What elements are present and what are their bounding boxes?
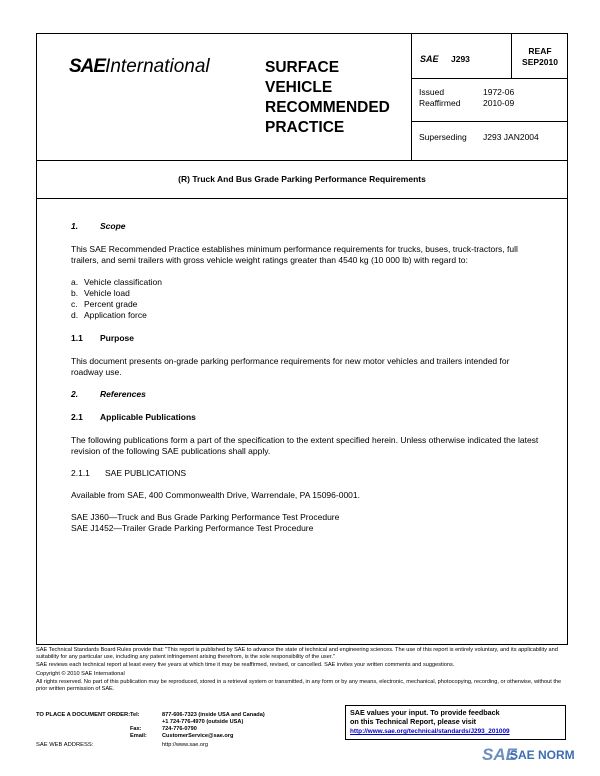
- reference-item: SAE J1452—Trailer Grade Parking Performance Test Procedure: [71, 523, 314, 533]
- divider: [511, 34, 512, 78]
- scope-list: [71, 277, 541, 321]
- email-value[interactable]: CustomerService@sae.org: [162, 733, 234, 739]
- section-heading: [71, 412, 541, 423]
- fax-value: 724-776-0790: [162, 726, 197, 732]
- divider: [411, 34, 412, 160]
- divider: [411, 121, 567, 122]
- section-title: References: [100, 389, 146, 399]
- logo-sae: SAE: [69, 56, 106, 77]
- section-heading: [71, 333, 541, 344]
- list-text: Application force: [84, 310, 147, 320]
- document-header: [37, 34, 567, 161]
- paragraph: This document presents on-grade parking performance requirements for new motor vehicles and trailers intended for roadway use.: [71, 356, 510, 377]
- document-type: [265, 58, 413, 138]
- section-title: Purpose: [100, 333, 135, 343]
- reaffirmed-label: Reaffirmed: [419, 98, 461, 108]
- status-line: REAF: [528, 46, 552, 56]
- feedback-text: on this Technical Report, please visit: [350, 717, 477, 726]
- document-body: [71, 221, 541, 534]
- doc-type-line: SURFACE: [265, 59, 340, 76]
- reaffirmed-value: 2010-09: [483, 98, 515, 108]
- stamp-sae: SAE: [482, 745, 517, 764]
- issued-row: [419, 87, 514, 98]
- paragraph: This SAE Recommended Practice establishes minimum performance requirements for trucks, buses, truck-tractors, full trailers, and semi trailers with gross vehicle weight ratings greater than 4540 kg (10 000 lb) with regard to:: [71, 244, 518, 265]
- superseding-value: J293 JAN2004: [483, 132, 539, 142]
- section-number: 2.1.1: [71, 468, 90, 478]
- sae-international-logo: [69, 56, 210, 78]
- list-item: [71, 299, 541, 310]
- divider: [37, 198, 567, 199]
- web-address-link[interactable]: http://www.sae.org: [162, 742, 209, 748]
- mini-sae-logo: SAE: [420, 54, 439, 64]
- document-frame: [36, 33, 568, 645]
- section-number: 1.1: [71, 333, 83, 343]
- list-text: Percent grade: [84, 299, 138, 309]
- contact-row: [130, 733, 265, 740]
- stamp-norm: SAE NORM: [510, 748, 575, 762]
- divider: [411, 78, 567, 79]
- list-letter: d.: [71, 310, 79, 320]
- tel-value: +1 724-776-4970 (outside USA): [162, 719, 244, 725]
- section-number: 2.: [71, 389, 79, 399]
- paragraph: The following publications form a part of the specification to the extent specified herein. Unless otherwise indicated the latest revision of the following SAE publications shall apply.: [71, 435, 539, 456]
- section-title: Scope: [100, 221, 126, 231]
- email-label: Email:: [130, 733, 147, 739]
- status-badge: [513, 46, 567, 68]
- list-item: [71, 277, 541, 288]
- list-letter: a.: [71, 277, 79, 287]
- feedback-box: [345, 705, 566, 740]
- list-letter: c.: [71, 299, 78, 309]
- section-number: 1.: [71, 221, 79, 231]
- sae-norm-stamp: [482, 745, 598, 773]
- subsection-heading: [71, 468, 541, 479]
- contact-row: [130, 719, 265, 726]
- order-label: TO PLACE A DOCUMENT ORDER:: [36, 712, 131, 718]
- tel-value: 877-606-7323 (inside USA and Canada): [162, 712, 265, 718]
- list-item: [71, 310, 541, 321]
- superseding-row: [419, 132, 539, 143]
- issued-label: Issued: [419, 87, 445, 97]
- contact-row: [130, 726, 265, 733]
- section-heading: [71, 389, 541, 400]
- list-text: Vehicle load: [84, 288, 130, 298]
- paragraph: Available from SAE, 400 Commonwealth Drive, Warrendale, PA 15096-0001.: [71, 490, 360, 500]
- reference-item: SAE J360—Truck and Bus Grade Parking Performance Test Procedure: [71, 512, 340, 522]
- list-letter: b.: [71, 288, 79, 298]
- list-text: Vehicle classification: [84, 277, 162, 287]
- fax-label: Fax:: [130, 726, 142, 732]
- section-title: Applicable Publications: [100, 412, 196, 422]
- section-heading: [71, 221, 541, 232]
- footer-paragraph: SAE reviews each technical report at least every five years at which time it may be reaffirmed, revised, or cancelled. SAE invites your written comments and suggestions.: [36, 662, 455, 669]
- tel-label: Tel:: [130, 712, 140, 718]
- logo-international: International: [105, 56, 210, 77]
- footer-paragraph: SAE Technical Standards Board Rules provide that: "This report is published by SAE to advance the state of technical and engineering sciences. The use of this report is entirely voluntary, and its applicability and suitability for any particular use, including any patent infringement arising therefrom, is the sole responsibility of the user.": [36, 647, 558, 660]
- superseding-label: Superseding: [419, 132, 467, 142]
- feedback-text: SAE values your input. To provide feedback: [350, 708, 500, 717]
- section-title: SAE PUBLICATIONS: [105, 468, 187, 478]
- list-item: [71, 288, 541, 299]
- reaffirmed-row: [419, 98, 514, 109]
- doc-type-line: PRACTICE: [265, 119, 345, 136]
- contact-row: [130, 712, 265, 719]
- status-line: SEP2010: [522, 57, 558, 67]
- section-number: 2.1: [71, 412, 83, 422]
- feedback-link[interactable]: http://www.sae.org/technical/standards/J293_201009: [350, 728, 510, 735]
- contact-info: [130, 712, 265, 740]
- doc-type-line: VEHICLE: [265, 79, 333, 96]
- legal-footer: [36, 647, 568, 695]
- web-address-label: SAE WEB ADDRESS:: [36, 742, 94, 748]
- document-number: J293: [451, 54, 470, 64]
- document-title: (R) Truck And Bus Grade Parking Performance Requirements: [178, 174, 426, 184]
- issued-value: 1972-06: [483, 87, 515, 97]
- footer-paragraph: Copyright © 2010 SAE International: [36, 670, 125, 677]
- footer-paragraph: All rights reserved. No part of this publication may be reproduced, stored in a retrieval system or transmitted, in any form or by any means, electronic, mechanical, photocopying, recording, or otherwise, without the prior written permission of SAE.: [36, 679, 562, 692]
- doc-type-line: RECOMMENDED: [265, 99, 390, 116]
